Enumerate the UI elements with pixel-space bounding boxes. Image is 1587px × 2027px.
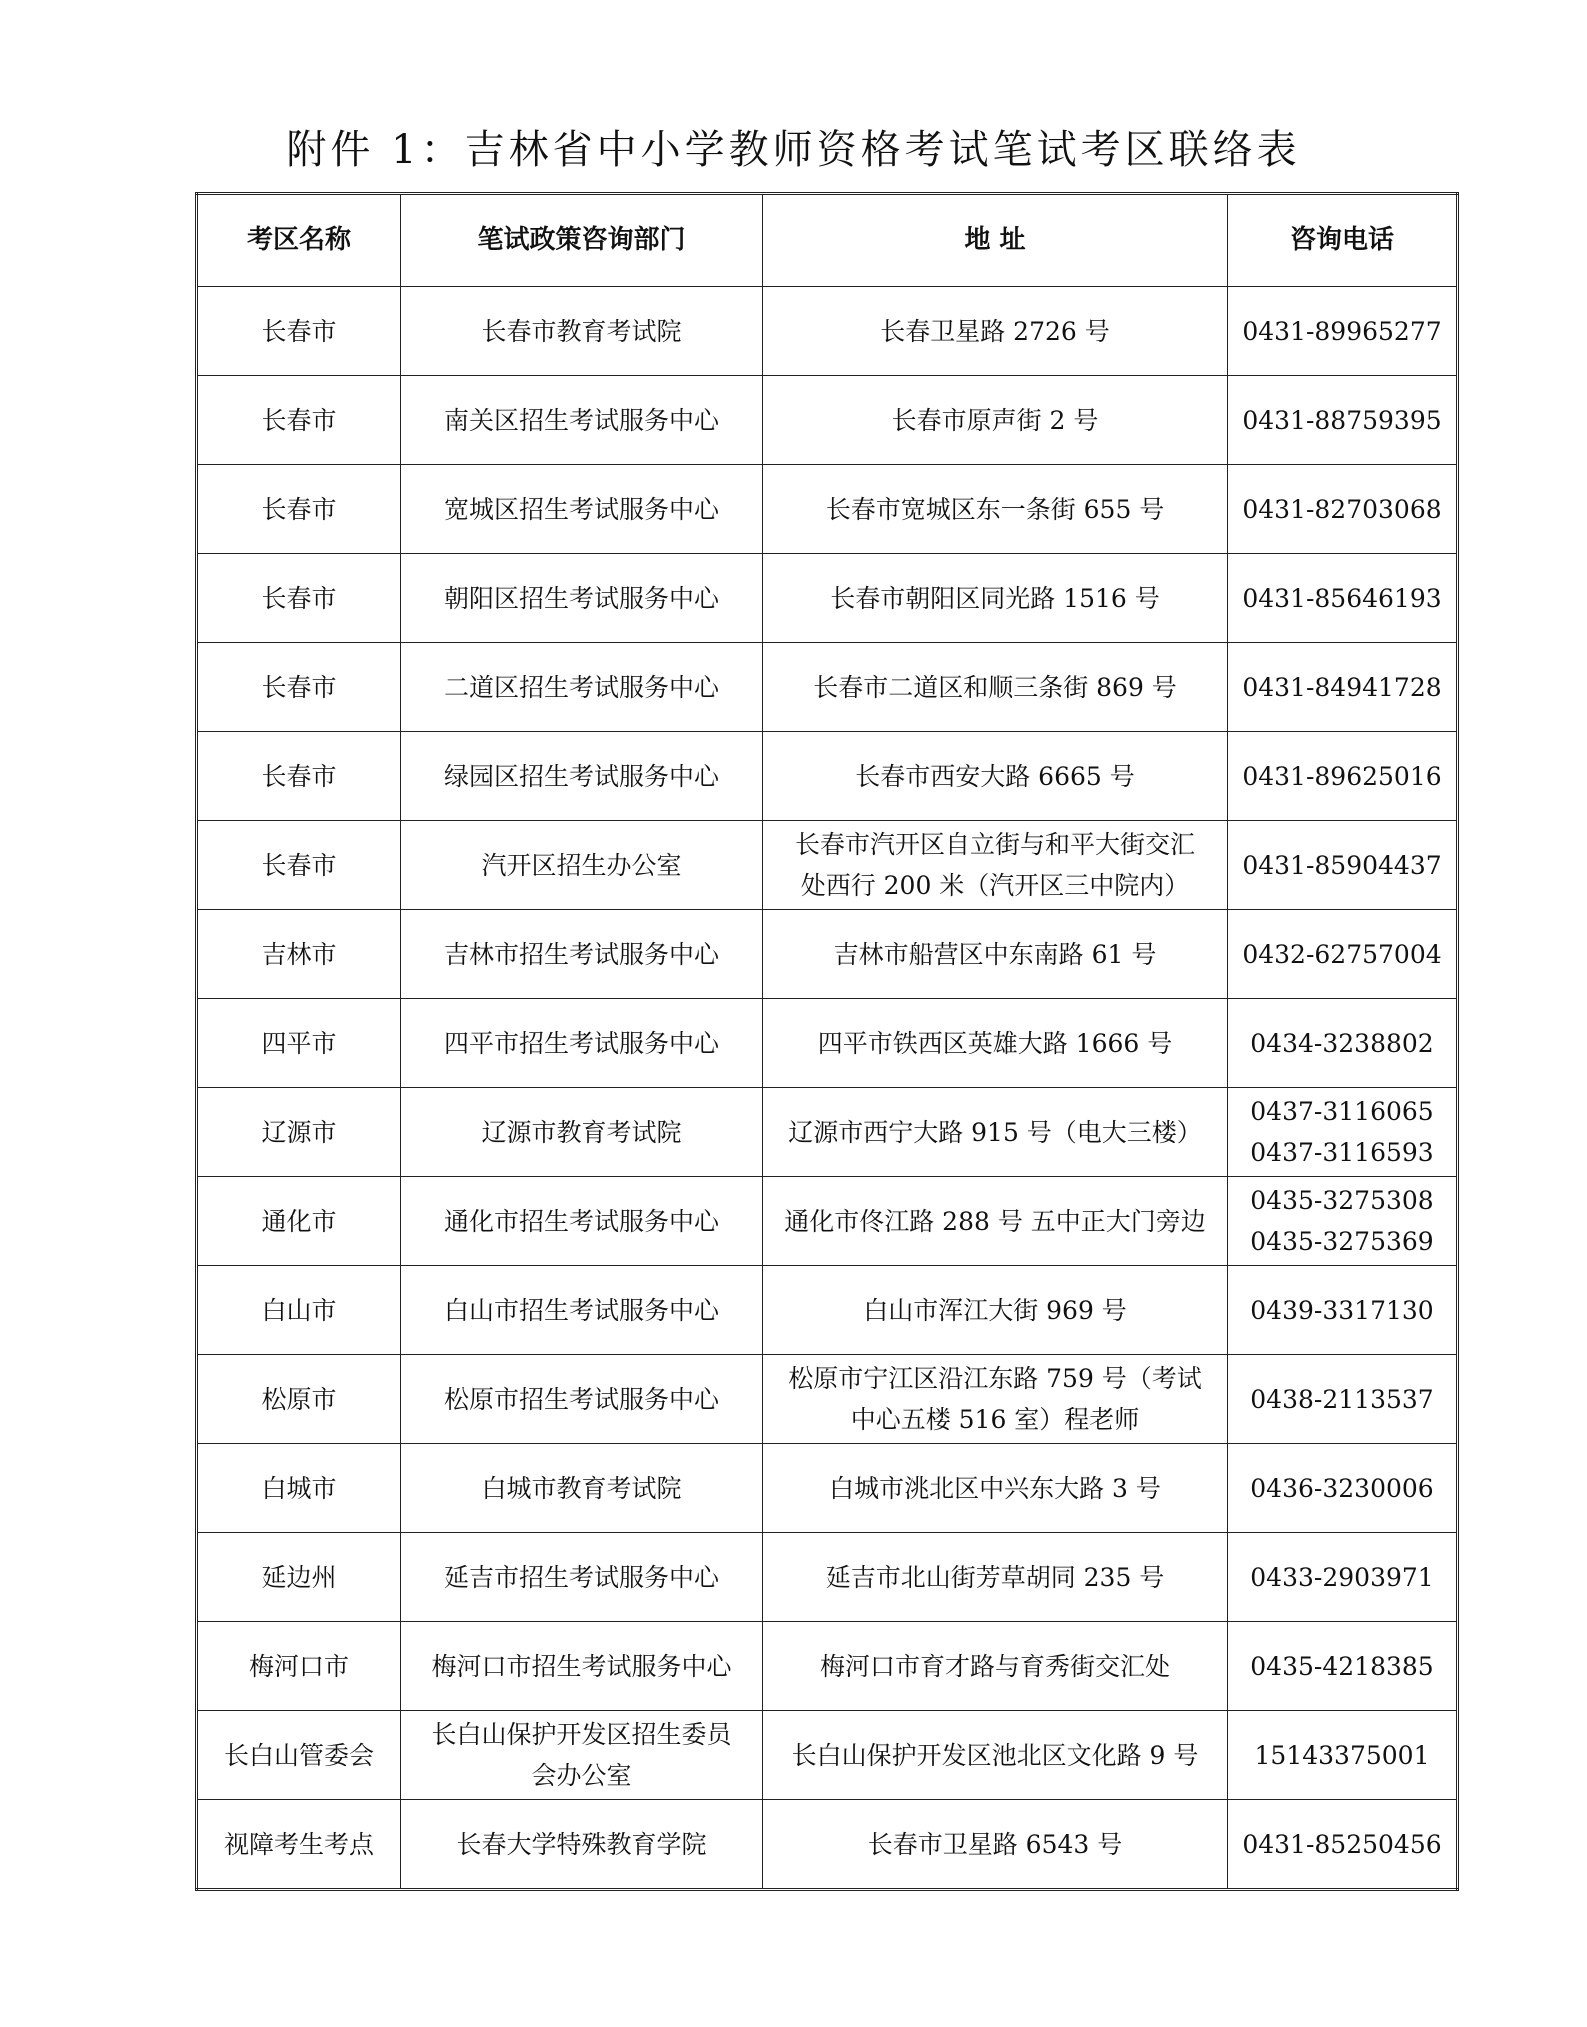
cell-address xyxy=(763,1444,1228,1533)
cell-phone xyxy=(1228,821,1458,910)
cell-region: 延边州 xyxy=(197,1533,401,1622)
cell-address xyxy=(763,465,1228,554)
cell-region: 吉林市 xyxy=(197,910,401,999)
table-row xyxy=(197,465,1458,554)
cell-dept-line: 朝阳区招生考试服务中心 xyxy=(443,583,719,613)
cell-dept xyxy=(401,287,763,376)
cell-address xyxy=(763,1088,1228,1177)
cell-dept-line: 吉林市招生考试服务中心 xyxy=(443,939,719,969)
cell-address-line: 长春市原声街 2 号 xyxy=(891,405,1099,435)
cell-phone-line: 0437-3116065 xyxy=(1250,1097,1434,1126)
cell-address-line: 处西行 200 米（汽开区三中院内） xyxy=(800,871,1190,900)
table-row xyxy=(197,821,1458,910)
cell-phone xyxy=(1228,465,1458,554)
header-phone: 咨询电话 xyxy=(1228,194,1458,287)
header-dept: 笔试政策咨询部门 xyxy=(401,194,763,287)
cell-region: 长春市 xyxy=(197,554,401,643)
cell-dept-line: 白山市招生考试服务中心 xyxy=(443,1295,719,1325)
table-row xyxy=(197,287,1458,376)
cell-region: 长春市 xyxy=(197,821,401,910)
cell-dept xyxy=(401,821,763,910)
cell-address xyxy=(763,999,1228,1088)
cell-dept-line: 松原市招生考试服务中心 xyxy=(443,1384,719,1414)
cell-address-line: 白城市洮北区中兴东大路 3 号 xyxy=(829,1473,1161,1503)
cell-phone xyxy=(1228,1177,1458,1266)
cell-phone xyxy=(1228,1622,1458,1711)
table-row xyxy=(197,376,1458,465)
cell-address-line: 长白山保护开发区池北区文化路 9 号 xyxy=(791,1740,1199,1770)
cell-address xyxy=(763,1355,1228,1444)
table-row xyxy=(197,643,1458,732)
cell-address-line: 吉林市船营区中东南路 61 号 xyxy=(833,939,1157,969)
page-title: 附件 1：吉林省中小学教师资格考试笔试考区联络表 xyxy=(286,127,1301,173)
table-row xyxy=(197,1711,1458,1800)
cell-phone-line: 0431-84941728 xyxy=(1242,672,1442,702)
cell-phone xyxy=(1228,376,1458,465)
cell-dept-line: 长春大学特殊教育学院 xyxy=(456,1829,707,1859)
cell-dept xyxy=(401,1622,763,1711)
cell-phone-line: 0435-3275369 xyxy=(1250,1227,1434,1256)
cell-phone-line: 0431-89625016 xyxy=(1242,761,1442,791)
cell-address-line: 通化市佟江路 288 号 五中正大门旁边 xyxy=(784,1206,1206,1236)
cell-address-line: 长春市西安大路 6665 号 xyxy=(855,761,1135,791)
cell-phone xyxy=(1228,1711,1458,1800)
cell-dept xyxy=(401,1088,763,1177)
cell-phone-line: 15143375001 xyxy=(1254,1740,1430,1770)
cell-address-line: 长春市二道区和顺三条街 869 号 xyxy=(813,672,1177,702)
cell-address xyxy=(763,287,1228,376)
cell-address xyxy=(763,376,1228,465)
cell-phone-line: 0432-62757004 xyxy=(1242,939,1442,969)
table-row xyxy=(197,554,1458,643)
cell-dept xyxy=(401,1444,763,1533)
cell-address-line: 四平市铁西区英雄大路 1666 号 xyxy=(817,1028,1173,1058)
cell-phone-line: 0438-2113537 xyxy=(1250,1384,1434,1414)
table-row xyxy=(197,999,1458,1088)
cell-phone-line: 0431-82703068 xyxy=(1242,494,1442,524)
table-row xyxy=(197,732,1458,821)
cell-phone-line: 0434-3238802 xyxy=(1250,1028,1434,1058)
table-body xyxy=(197,287,1458,1890)
table-row xyxy=(197,1266,1458,1355)
cell-dept xyxy=(401,376,763,465)
cell-dept-line: 宽城区招生考试服务中心 xyxy=(443,494,719,524)
cell-address-line: 长春市朝阳区同光路 1516 号 xyxy=(830,583,1160,613)
cell-dept-line: 四平市招生考试服务中心 xyxy=(443,1028,719,1058)
cell-dept-line: 延吉市招生考试服务中心 xyxy=(443,1562,719,1592)
cell-dept-line: 汽开区招生办公室 xyxy=(481,850,682,880)
cell-dept xyxy=(401,732,763,821)
cell-address-line: 延吉市北山街芳草胡同 235 号 xyxy=(825,1562,1165,1592)
cell-phone-line: 0435-4218385 xyxy=(1250,1651,1434,1681)
cell-address-line: 白山市浑江大街 969 号 xyxy=(863,1295,1127,1325)
cell-phone-line: 0431-89965277 xyxy=(1242,316,1442,346)
cell-address-line: 长春市宽城区东一条街 655 号 xyxy=(825,494,1165,524)
cell-dept xyxy=(401,1533,763,1622)
cell-phone-line: 0436-3230006 xyxy=(1250,1473,1434,1503)
cell-region: 长白山管委会 xyxy=(197,1711,401,1800)
cell-phone xyxy=(1228,1355,1458,1444)
header-region: 考区名称 xyxy=(197,194,401,287)
cell-phone xyxy=(1228,999,1458,1088)
cell-address xyxy=(763,821,1228,910)
cell-dept xyxy=(401,1800,763,1890)
contact-table xyxy=(195,192,1459,1891)
cell-dept xyxy=(401,643,763,732)
cell-region: 长春市 xyxy=(197,465,401,554)
cell-region: 长春市 xyxy=(197,287,401,376)
cell-address-line: 长春市汽开区自立街与和平大街交汇 xyxy=(794,830,1195,859)
cell-region: 梅河口市 xyxy=(197,1622,401,1711)
cell-address xyxy=(763,1800,1228,1890)
cell-dept xyxy=(401,1177,763,1266)
cell-phone-line: 0431-85646193 xyxy=(1242,583,1442,613)
cell-dept-line: 绿园区招生考试服务中心 xyxy=(443,761,719,791)
cell-phone-line: 0439-3317130 xyxy=(1250,1295,1434,1325)
cell-region: 长春市 xyxy=(197,376,401,465)
cell-phone-line: 0431-85250456 xyxy=(1242,1829,1442,1859)
cell-dept xyxy=(401,1711,763,1800)
cell-address-line: 辽源市西宁大路 915 号（电大三楼） xyxy=(788,1117,1202,1147)
cell-address xyxy=(763,732,1228,821)
cell-dept xyxy=(401,910,763,999)
table-row xyxy=(197,1800,1458,1890)
cell-phone xyxy=(1228,732,1458,821)
table-row xyxy=(197,1533,1458,1622)
cell-region: 长春市 xyxy=(197,643,401,732)
table-row xyxy=(197,1444,1458,1533)
cell-address xyxy=(763,643,1228,732)
cell-dept xyxy=(401,999,763,1088)
cell-phone xyxy=(1228,554,1458,643)
header-address: 地 址 xyxy=(763,194,1228,287)
cell-phone xyxy=(1228,1266,1458,1355)
table-row xyxy=(197,1177,1458,1266)
cell-region: 视障考生考点 xyxy=(197,1800,401,1890)
cell-dept-line: 会办公室 xyxy=(531,1761,632,1790)
cell-region: 白城市 xyxy=(197,1444,401,1533)
cell-dept-line: 南关区招生考试服务中心 xyxy=(443,405,719,435)
cell-phone xyxy=(1228,643,1458,732)
cell-address xyxy=(763,1177,1228,1266)
cell-dept xyxy=(401,554,763,643)
cell-dept-line: 白城市教育考试院 xyxy=(481,1473,682,1503)
cell-address-line: 梅河口市育才路与育秀街交汇处 xyxy=(819,1651,1170,1681)
cell-dept xyxy=(401,465,763,554)
cell-phone xyxy=(1228,1088,1458,1177)
cell-phone xyxy=(1228,1800,1458,1890)
cell-phone-line: 0431-88759395 xyxy=(1242,405,1442,435)
cell-region: 四平市 xyxy=(197,999,401,1088)
cell-region: 长春市 xyxy=(197,732,401,821)
cell-address xyxy=(763,1266,1228,1355)
cell-dept-line: 长春市教育考试院 xyxy=(481,316,682,346)
cell-phone xyxy=(1228,1533,1458,1622)
cell-phone xyxy=(1228,1444,1458,1533)
cell-region: 辽源市 xyxy=(197,1088,401,1177)
cell-dept xyxy=(401,1355,763,1444)
cell-dept-line: 梅河口市招生考试服务中心 xyxy=(431,1651,732,1681)
cell-dept-line: 长白山保护开发区招生委员 xyxy=(431,1720,732,1749)
cell-phone-line: 0437-3116593 xyxy=(1250,1138,1434,1167)
table-row xyxy=(197,1622,1458,1711)
cell-phone xyxy=(1228,287,1458,376)
cell-address-line: 中心五楼 516 室）程老师 xyxy=(850,1405,1140,1434)
cell-dept xyxy=(401,1266,763,1355)
cell-address-line: 长春卫星路 2726 号 xyxy=(880,316,1110,346)
cell-phone-line: 0433-2903971 xyxy=(1250,1562,1434,1592)
cell-address xyxy=(763,1711,1228,1800)
cell-address xyxy=(763,1533,1228,1622)
table-row xyxy=(197,910,1458,999)
cell-address-line: 长春市卫星路 6543 号 xyxy=(867,1829,1123,1859)
cell-address-line: 松原市宁江区沿江东路 759 号（考试 xyxy=(788,1364,1202,1393)
cell-dept-line: 通化市招生考试服务中心 xyxy=(443,1206,719,1236)
cell-dept-line: 辽源市教育考试院 xyxy=(481,1117,682,1147)
cell-address xyxy=(763,1622,1228,1711)
table-row xyxy=(197,1355,1458,1444)
cell-phone-line: 0431-85904437 xyxy=(1242,850,1442,880)
cell-region: 通化市 xyxy=(197,1177,401,1266)
header-row xyxy=(197,194,1458,287)
cell-phone xyxy=(1228,910,1458,999)
cell-address xyxy=(763,910,1228,999)
cell-region: 松原市 xyxy=(197,1355,401,1444)
table-row xyxy=(197,1088,1458,1177)
cell-region: 白山市 xyxy=(197,1266,401,1355)
cell-phone-line: 0435-3275308 xyxy=(1250,1186,1434,1215)
cell-address xyxy=(763,554,1228,643)
cell-dept-line: 二道区招生考试服务中心 xyxy=(443,672,719,702)
